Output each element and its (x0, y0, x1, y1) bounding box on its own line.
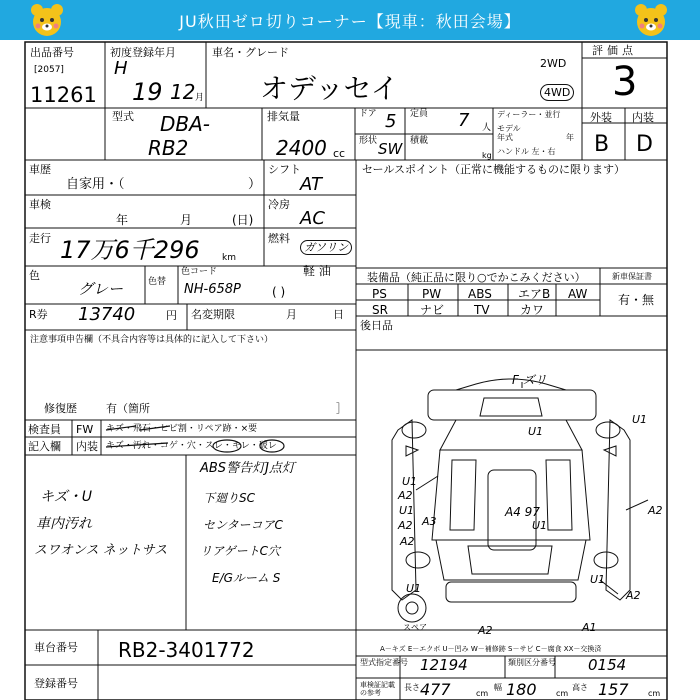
usage-label: 車歴 (29, 163, 51, 176)
length-value: 477 (420, 680, 451, 699)
disp-unit: cc (333, 147, 346, 160)
width-label: 幅 (494, 683, 502, 692)
colorcode-value: NH-658P (184, 282, 241, 297)
grade-label: 評価点 (592, 44, 637, 57)
shift-label: シフト (268, 163, 301, 176)
recycle-label: R券 (29, 308, 48, 321)
handle-label: ハンドル 左・右 (497, 147, 556, 156)
mark-a2-c: A2 (400, 535, 415, 548)
lot-sub: [2057] (34, 65, 64, 75)
type-label: 型式 (112, 110, 134, 123)
name-change-label: 名変期限 (191, 308, 235, 321)
month: 12 (170, 80, 196, 104)
equip-tv: TV (474, 303, 490, 317)
fw-label: FW (76, 423, 94, 436)
hw-right-5: E/Gルーム S (212, 571, 281, 585)
hw-left-3: スワオンス ネットサス (34, 543, 168, 558)
mark-u1-d: U1 (399, 504, 415, 517)
month-unit: 月 (195, 93, 205, 103)
repair-value: 有（箇所 (106, 402, 150, 415)
usage-value: 自家用・（ (66, 177, 125, 192)
type-value-2: RB2 (148, 136, 189, 160)
mark-u1-e: U1 (532, 519, 548, 532)
fuel-value: ガソリン (300, 240, 352, 255)
era: H (114, 58, 128, 79)
name-label: 車名・グレード (212, 46, 289, 59)
width-cm: cm (556, 689, 569, 698)
class-label: 類別区分番号 (508, 658, 556, 667)
rear-item-label: 後日品 (360, 319, 393, 332)
length-label: 長さ (404, 683, 420, 692)
checker-label: 検査員 (28, 423, 61, 436)
lot-number: 11261 (30, 83, 97, 107)
mark-a3: A3 (422, 515, 437, 528)
equip-leather: カワ (520, 303, 545, 317)
interior-grade: D (636, 132, 653, 157)
model-spec-value: 12194 (420, 656, 468, 674)
mark-u1-g: U1 (590, 573, 606, 586)
exterior-label: 外装 (590, 111, 612, 124)
color-label: 色 (29, 269, 40, 282)
equip-aw: AW (568, 287, 588, 301)
ac-value: AC (300, 208, 325, 229)
seat-value: 7 (458, 110, 470, 131)
color-value: グレー (78, 280, 124, 298)
selling-point-label: セールスポイント（正常に機能するものに限ります） (362, 163, 626, 176)
year: 19 (132, 78, 163, 106)
warranty-label: 新車保証書 (612, 272, 652, 281)
equip-abs: ABS (468, 287, 492, 301)
width-value: 180 (506, 680, 537, 699)
drive-2wd: 2WD (540, 57, 567, 70)
mark-u1-c: U1 (402, 475, 418, 488)
equip-navi: ナビ (420, 303, 445, 317)
hw-left-1: キズ・U (40, 489, 92, 505)
page-title: JU秋田ゼロ切りコーナー【現車：秋田会場】 (179, 12, 521, 31)
interior-label: 内装 (632, 111, 654, 124)
recycle-value: 13740 (78, 304, 136, 325)
mark-u1-f: U1 (406, 582, 422, 595)
inspect-day: (日) (232, 213, 254, 227)
hw-right-3: センターコアC (203, 518, 283, 532)
spare-label: スペア (403, 623, 427, 632)
inspect-month: 月 (180, 213, 193, 227)
shift-value: AT (300, 174, 322, 195)
hw-right-2: 下廻りSC (203, 491, 255, 505)
fuel-diesel: 軽 油 (303, 264, 331, 278)
model-spec-label: 型式指定番号 (360, 658, 408, 667)
car-name: オデッセイ (260, 72, 399, 105)
lot-label: 出品番号 (30, 46, 74, 59)
height-label: 高さ (572, 683, 588, 692)
recog-label: 車検証記載の参考 (360, 681, 395, 697)
mark-a2-a: A2 (398, 489, 413, 502)
mark-a2-d: A2 (648, 504, 663, 517)
class-value: 0154 (588, 656, 627, 674)
warranty-value: 有・無 (618, 293, 655, 307)
type-value-1: DBA- (160, 112, 211, 136)
name-change-month: 月 (286, 308, 297, 321)
mark-u1-b: U1 (632, 413, 648, 426)
shape-value: SW (378, 140, 403, 158)
reg-label: 初度登録年月 (110, 46, 176, 59)
seat-unit: 人 (482, 123, 492, 133)
mark-a2-e: A2 (626, 589, 641, 602)
usage-close: ） (248, 177, 262, 192)
height-cm: cm (648, 689, 661, 698)
in-label: 内装 (76, 440, 98, 453)
recycle-unit: 円 (166, 309, 177, 322)
repair-label: 修復歴 (44, 402, 77, 415)
shape-label: 形状 (359, 136, 378, 146)
fuel-label: 燃料 (268, 232, 290, 245)
equip-sr: SR (372, 303, 388, 317)
entry-label: 記入欄 (28, 440, 61, 453)
mark-a1: A1 (582, 621, 597, 634)
inspect-label: 車検 (29, 198, 51, 211)
mileage-label: 走行 (29, 232, 51, 245)
grade-value: 3 (612, 59, 638, 105)
name-change-day: 日 (333, 308, 344, 321)
model-label: モデル (497, 124, 521, 133)
in-text: キズ・汚れ・コゲ・穴・スレ・キレ・破レ (106, 441, 277, 451)
mark-f: F ズリ (512, 373, 547, 387)
equipment-label: 装備品（純正品に限り○でかこみください） (367, 271, 586, 284)
fuel-other: ( ) (272, 285, 286, 299)
exterior-grade: B (594, 132, 610, 157)
ac-label: 冷房 (268, 198, 290, 211)
equip-ps: PS (372, 287, 387, 301)
chassis-value: RB2-3401772 (118, 638, 255, 662)
disp-label: 排気量 (267, 110, 300, 123)
inspect-year: 年 (116, 213, 129, 227)
door-value: 5 (385, 111, 397, 132)
mark-a4: A4 97 (505, 505, 540, 519)
load-label: 積載 (410, 136, 429, 146)
disp-value: 2400 (276, 136, 327, 160)
length-cm: cm (476, 689, 489, 698)
hw-left-2: 車内汚れ (36, 516, 92, 532)
seat-label: 定員 (410, 109, 429, 119)
mark-a2-f: A2 (478, 624, 493, 637)
mark-a2-b: A2 (398, 519, 413, 532)
colorcode-label: 色コード (181, 267, 218, 277)
mark-u1-a: U1 (528, 425, 544, 438)
dealer-label: ディーラー・並行 (497, 110, 561, 119)
model-year-label: 年式 (497, 133, 513, 142)
height-value: 157 (598, 680, 629, 699)
equip-pw: PW (422, 287, 442, 301)
hw-right-4: リアゲートC穴 (200, 544, 281, 558)
equip-airbag: エアB (518, 287, 551, 301)
repair-close: ］ (336, 402, 347, 415)
door-label: ドア (359, 109, 377, 119)
reg-number-label: 登録番号 (34, 677, 78, 690)
drive-4wd: 4WD (540, 84, 574, 101)
load-unit: kg (482, 151, 492, 160)
mileage-value: 17万6千296 (60, 236, 200, 264)
color-change-label: 色替 (148, 277, 167, 287)
mileage-unit: km (222, 253, 236, 263)
model-year-unit: 年 (566, 133, 574, 142)
notes-label: 注意事項申告欄（不具合内容等は具体的に記入して下さい） (30, 335, 274, 345)
damage-legend: A－キズ E－エクボ U－凹み W－補修跡 S－サビ C－腐食 XX－交換済 (380, 645, 602, 653)
fw-text: キズ・飛石・ヒビ割・リペア跡・×要 (106, 424, 258, 434)
chassis-label: 車台番号 (34, 641, 78, 654)
hw-right-1: ABS警告灯J点灯 (200, 461, 295, 476)
